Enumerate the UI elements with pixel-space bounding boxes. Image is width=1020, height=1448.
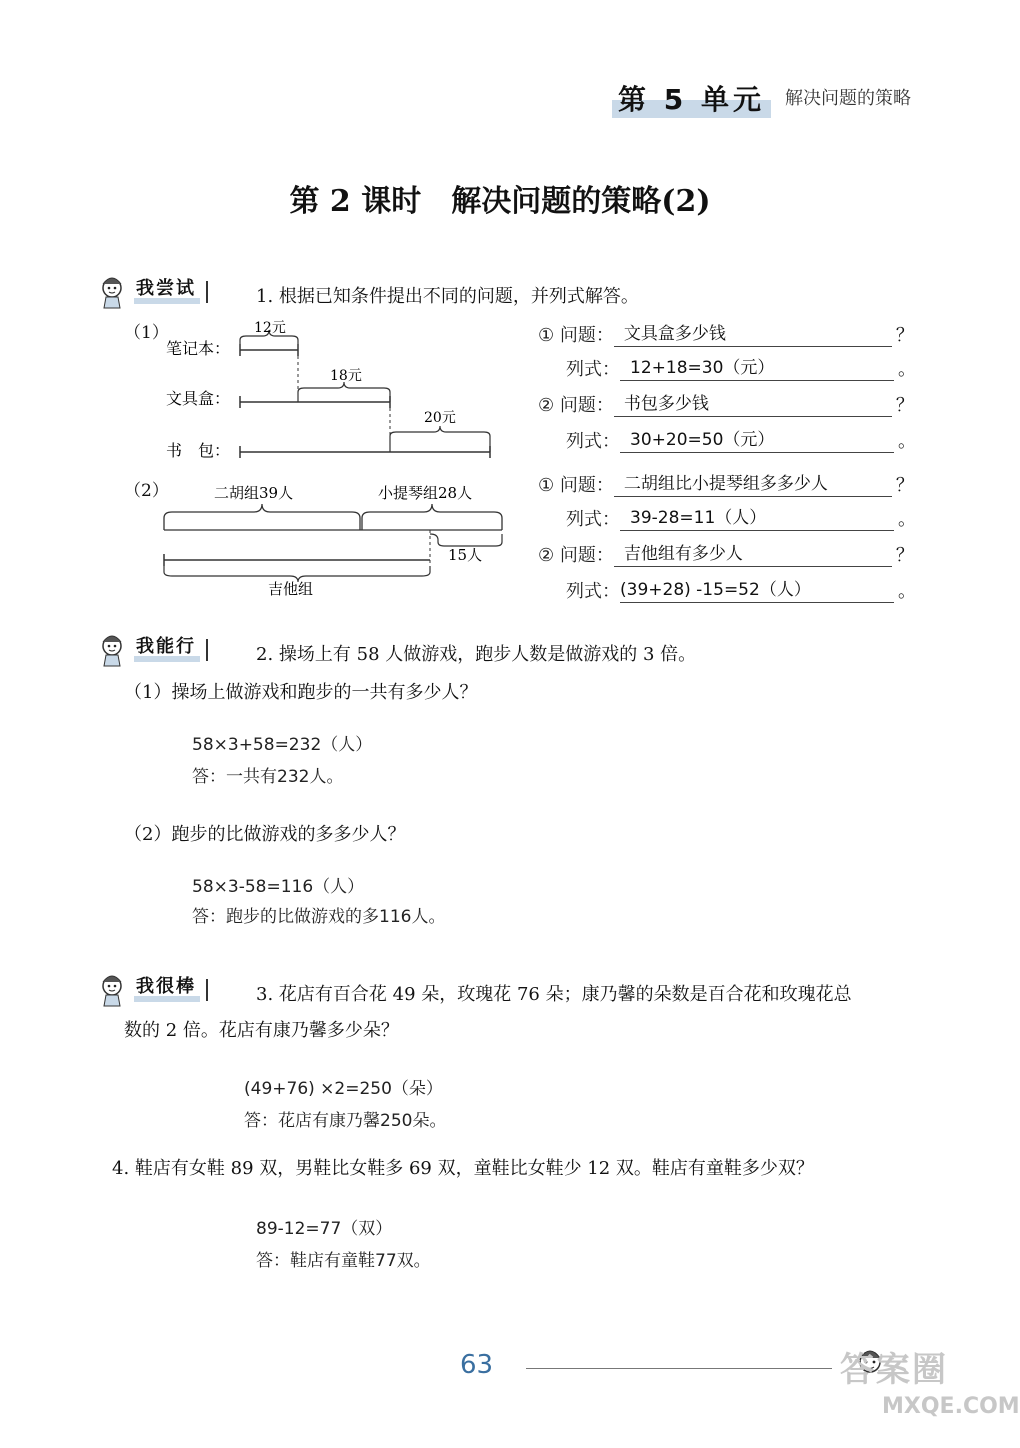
q3-answer: 答：花店有康乃馨250朵。 [244,1111,447,1131]
badge-great [92,970,208,1010]
label-15: 15人 [448,546,483,564]
q-lead: ② 问题： [538,545,614,566]
watermark: 答案圈 [840,1350,948,1390]
q-tail: ？ [895,325,914,346]
answer-formula-row [566,576,916,603]
answer-line[interactable] [614,390,892,417]
row-label-notebook: 笔记本： [166,339,231,358]
watermark-url: MXQE.COM [882,1394,1020,1419]
badge-divider [206,639,208,661]
seg-label-18: 18元 [330,368,362,384]
q2-sub1-work: 58×3+58=232（人） [192,735,373,755]
badge-divider [206,281,208,303]
q2-sub1-answer: 答：一共有232人。 [192,767,344,787]
badge-divider [206,979,208,1001]
answer-question-row [538,320,914,347]
answer-question: 吉他组有多少人 [623,544,743,564]
lesson-title: 第 2 课时 解决问题的策略(2) [289,184,711,219]
q-lead: ① 问题： [538,475,614,496]
mascot-icon [92,272,132,312]
answer-question: 文具盒多少钱 [623,324,726,344]
q1-prompt: 1. 根据已知条件提出不同的问题，并列式解答。 [256,286,639,307]
answer-line[interactable] [614,470,892,497]
f-lead: 列式： [566,509,620,530]
q-lead: ② 问题： [538,395,614,416]
row-label-pencilcase: 文具盒： [166,389,231,408]
page-rule [526,1368,832,1369]
mascot-icon [92,630,132,670]
q-tail: ？ [895,395,914,416]
unit-subtitle: 解决问题的策略 [785,88,911,109]
answer-formula-row [566,354,916,381]
q-tail: ？ [895,545,914,566]
q3-prompt-line2: 数的 2 倍。花店有康乃馨多少朵？ [124,1020,399,1041]
answer-formula: 39-28=11（人） [630,508,767,528]
label-erhu: 二胡组39人 [214,484,294,502]
q2-sub2-answer: 答：跑步的比做游戏的多116人。 [192,907,446,927]
q4-prompt: 4. 鞋店有女鞋 89 双，男鞋比女鞋多 69 双，童鞋比女鞋少 12 双。鞋店有童鞋多少双？ [112,1158,814,1179]
f-lead: 列式： [566,431,620,452]
q2-sub2-work: 58×3-58=116（人） [192,877,365,897]
q2-prompt: 2. 操场上有 58 人做游戏，跑步人数是做游戏的 3 倍。 [256,644,697,665]
seg-label-20: 20元 [424,410,456,426]
answer-question-row [538,470,914,497]
mascot-icon [92,970,132,1010]
q-tail: ？ [895,475,914,496]
f-tail: 。 [898,359,916,380]
answer-formula-row [566,426,916,453]
q2-sub2: （2）跑步的比做游戏的多多少人？ [124,824,406,845]
answer-line[interactable] [620,354,894,381]
badge-label: 我能行 [134,638,200,662]
badge-can [92,630,208,670]
unit-badge: 第 5 单元 [612,78,771,118]
answer-line[interactable] [614,320,892,347]
label-violin: 小提琴组28人 [378,484,473,502]
f-lead: 列式： [566,581,620,602]
q1-part2-label: （2） [124,481,169,501]
q3-prompt-line1: 3. 花店有百合花 49 朵，玫瑰花 76 朵；康乃馨的朵数是百合花和玫瑰花总 [256,984,852,1005]
q1-part1-label: （1） [124,323,169,343]
answer-formula-row [566,504,916,531]
answer-formula: (39+28) -15=52（人） [620,580,811,600]
line-diagram-2 [150,478,520,598]
badge-label: 我尝试 [134,280,200,304]
row-label-schoolbag: 书 包： [166,441,231,460]
answer-question: 书包多少钱 [623,394,709,414]
line-diagram-1 [150,310,510,470]
q2-sub1: （1）操场上做游戏和跑步的一共有多少人？ [124,682,478,703]
label-guitar: 吉他组 [268,580,314,598]
f-tail: 。 [898,431,916,452]
q3-work: (49+76) ×2=250（朵） [244,1079,443,1099]
answer-formula: 30+20=50（元） [630,430,775,450]
badge-try [92,272,208,312]
f-tail: 。 [898,509,916,530]
badge-label: 我很棒 [134,978,200,1002]
answer-line[interactable] [620,426,894,453]
answer-question: 二胡组比小提琴组多多少人 [623,474,828,494]
answer-formula: 12+18=30（元） [630,358,775,378]
answer-line[interactable] [620,504,894,531]
seg-label-12: 12元 [254,320,286,336]
answer-line[interactable] [614,540,892,567]
answer-line[interactable] [620,576,894,603]
q-lead: ① 问题： [538,325,614,346]
f-lead: 列式： [566,359,620,380]
answer-question-row [538,540,914,567]
page-number: 63 [460,1350,494,1380]
q4-work: 89-12=77（双） [256,1219,393,1239]
q4-answer: 答：鞋店有童鞋77双。 [256,1251,431,1271]
f-tail: 。 [898,581,916,602]
answer-question-row [538,390,914,417]
